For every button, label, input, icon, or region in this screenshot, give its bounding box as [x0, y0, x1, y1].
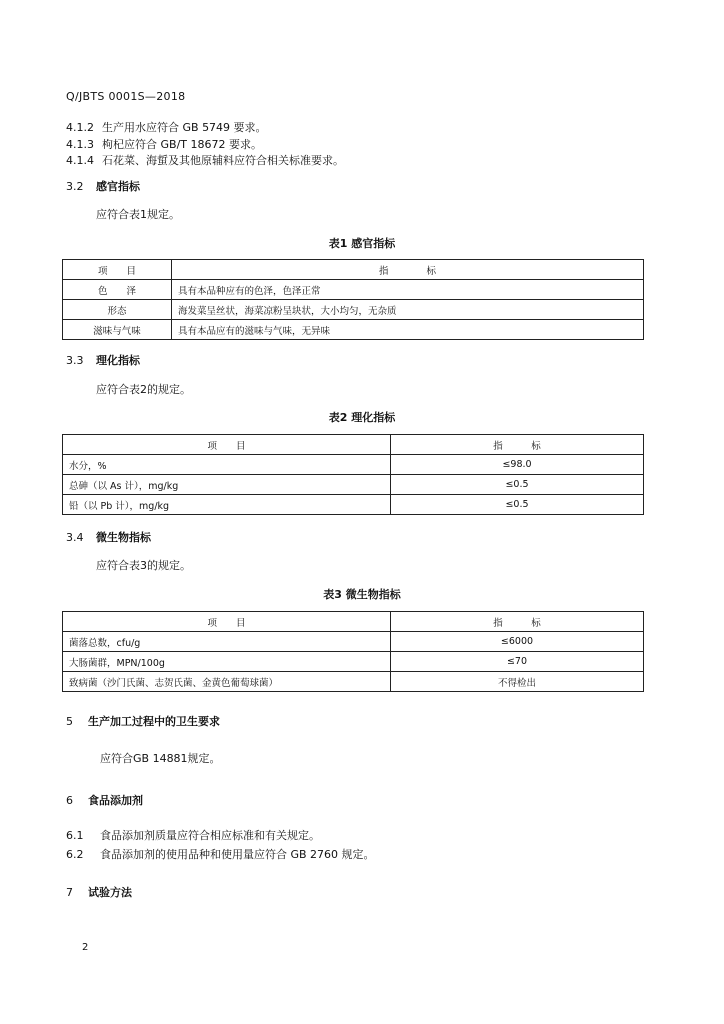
sensory-table	[62, 259, 644, 340]
microbiological-table	[62, 611, 644, 692]
column-header: 指 标	[391, 612, 644, 632]
clause-text: 枸杞应符合 GB/T 18672 要求。	[102, 138, 262, 151]
section-number: 5	[66, 715, 73, 728]
table-cell: 形态	[63, 300, 172, 320]
clause-number: 4.1.2	[66, 121, 94, 134]
table-row	[63, 475, 644, 495]
section-number: 3.3	[66, 354, 84, 367]
physicochemical-table	[62, 434, 644, 515]
section-3-3-body: 应符合表2的规定。	[96, 383, 191, 396]
table-cell: ≤98.0	[391, 455, 644, 475]
table-header-row	[63, 612, 644, 632]
table-row	[63, 672, 644, 692]
section-title: 理化指标	[96, 354, 140, 367]
clause-4-1-2	[66, 119, 267, 135]
table-row	[63, 320, 644, 340]
section-6-heading	[66, 792, 143, 808]
table3-caption: 表3 微生物指标	[323, 588, 401, 601]
clause-text: 石花菜、海蜇及其他原辅料应符合相关标准要求。	[102, 154, 344, 167]
table-cell: ≤0.5	[391, 475, 644, 495]
table-cell: 色 泽	[63, 280, 172, 300]
clause-number: 4.1.3	[66, 138, 94, 151]
table-row	[63, 652, 644, 672]
document-code: Q/JBTS 0001S—2018	[66, 90, 186, 103]
table-cell: 具有本品应有的滋味与气味，无异味	[172, 320, 644, 340]
table-header-row	[63, 435, 644, 455]
table-cell: 不得检出	[391, 672, 644, 692]
section-3-2-body: 应符合表1规定。	[96, 208, 180, 221]
table-cell: 致病菌（沙门氏菌、志贺氏菌、金黄色葡萄球菌）	[63, 672, 391, 692]
table-row	[63, 455, 644, 475]
column-header: 指 标	[172, 260, 644, 280]
section-number: 7	[66, 886, 73, 899]
column-header: 项 目	[63, 435, 391, 455]
column-header: 项 目	[63, 260, 172, 280]
section-title: 感官指标	[96, 180, 140, 193]
table-cell: 菌落总数，cfu/g	[63, 632, 391, 652]
section-5-heading	[66, 713, 220, 729]
table-cell: 水分，%	[63, 455, 391, 475]
table2-caption: 表2 理化指标	[328, 411, 396, 424]
table-cell: 铅（以 Pb 计），mg/kg	[63, 495, 391, 515]
column-header: 项 目	[63, 612, 391, 632]
clause-6-2	[66, 846, 375, 862]
section-3-3-heading	[66, 352, 140, 368]
section-title: 食品添加剂	[88, 794, 143, 807]
section-number: 3.2	[66, 180, 84, 193]
clause-text: 食品添加剂质量应符合相应标准和有关规定。	[100, 829, 320, 842]
section-title: 生产加工过程中的卫生要求	[88, 715, 220, 728]
table-cell: 滋味与气味	[63, 320, 172, 340]
section-3-4-heading	[66, 529, 151, 545]
page-number: 2	[82, 942, 89, 953]
clause-number: 6.2	[66, 848, 84, 861]
section-number: 6	[66, 794, 73, 807]
section-title: 微生物指标	[96, 531, 151, 544]
table1-caption: 表1 感官指标	[328, 237, 396, 250]
section-7-heading	[66, 884, 132, 900]
clause-6-1	[66, 827, 320, 843]
clause-number: 4.1.4	[66, 154, 94, 167]
table-cell: ≤0.5	[391, 495, 644, 515]
clause-text: 生产用水应符合 GB 5749 要求。	[102, 121, 267, 134]
section-number: 3.4	[66, 531, 84, 544]
table-row	[63, 632, 644, 652]
table-row	[63, 495, 644, 515]
clause-text: 食品添加剂的使用品种和使用量应符合 GB 2760 规定。	[100, 848, 375, 861]
clause-number: 6.1	[66, 829, 84, 842]
section-3-4-body: 应符合表3的规定。	[96, 559, 191, 572]
clause-4-1-4	[66, 152, 344, 168]
table-cell: 具有本品种应有的色泽，色泽正常	[172, 280, 644, 300]
section-3-2-heading	[66, 178, 140, 194]
table-cell: ≤6000	[391, 632, 644, 652]
table-row	[63, 300, 644, 320]
column-header: 指 标	[391, 435, 644, 455]
section-title: 试验方法	[88, 886, 132, 899]
table-cell: 海发菜呈丝状，海菜凉粉呈块状，大小均匀，无杂质	[172, 300, 644, 320]
table-cell: 大肠菌群，MPN/100g	[63, 652, 391, 672]
clause-4-1-3	[66, 136, 262, 152]
table-header-row	[63, 260, 644, 280]
table-row	[63, 280, 644, 300]
table-cell: ≤70	[391, 652, 644, 672]
table-cell: 总砷（以 As 计），mg/kg	[63, 475, 391, 495]
section-5-body: 应符合GB 14881规定。	[100, 752, 221, 765]
